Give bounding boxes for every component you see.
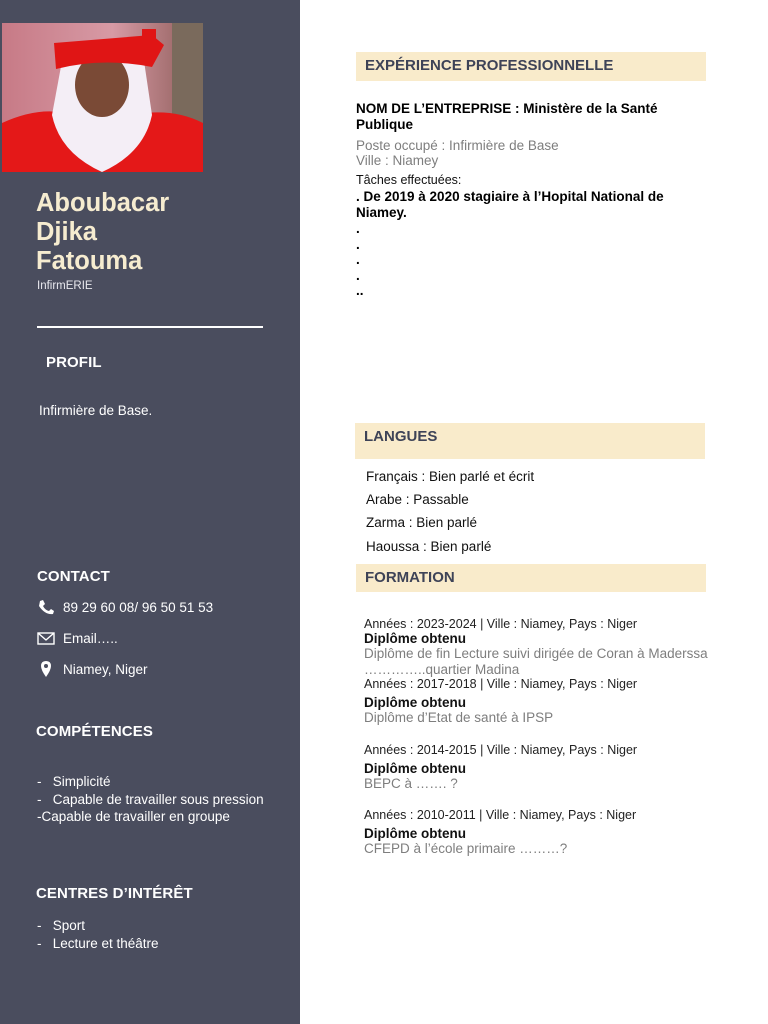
formation-meta: Années : 2014-2015 | Ville : Niamey, Pays : Niger: [364, 743, 638, 757]
email-text[interactable]: Email…..: [63, 630, 118, 646]
profil-text: Infirmière de Base.: [39, 403, 153, 418]
task-bullets: . . . . ..: [356, 221, 364, 298]
formation-meta: Années : 2010-2011 | Ville : Niamey, Pays : Niger: [364, 808, 637, 822]
langue-item: Haoussa : Bien parlé: [366, 539, 492, 554]
formation-entry: [364, 743, 744, 792]
job-subtitle: InfirmERIE: [37, 280, 93, 292]
skill-item: -Capable de travailler en groupe: [37, 809, 230, 824]
diploma-label: Diplôme obtenu: [364, 631, 466, 646]
contact-heading: CONTACT: [37, 568, 110, 585]
profil-heading: PROFIL: [46, 354, 102, 371]
interets-heading: CENTRES D’INTÉRÊT: [36, 885, 193, 902]
interests-list: [37, 917, 159, 952]
skill-item: - Capable de travailler sous pression: [37, 791, 264, 807]
formation-meta: Années : 2023-2024 | Ville : Niamey, Pays : Niger: [364, 617, 638, 631]
name-line-1: Aboubacar: [36, 189, 170, 217]
formation-meta: Années : 2017-2018 | Ville : Niamey, Pays : Niger: [364, 677, 638, 691]
contact-phone: [37, 599, 213, 615]
profile-photo: [2, 23, 203, 172]
location-pin-icon: [37, 661, 57, 677]
envelope-icon: [37, 630, 57, 646]
skills-list: [37, 773, 264, 826]
experience-heading: EXPÉRIENCE PROFESSIONNELLE: [356, 52, 706, 81]
taches-text: . De 2019 à 2020 stagiaire à l’Hopital National de Niamey.: [356, 189, 664, 220]
competences-heading: COMPÉTENCES: [36, 723, 153, 740]
interest-item: - Lecture et théâtre: [37, 935, 159, 951]
langues-heading: LANGUES: [355, 423, 705, 459]
formation-entry: [364, 808, 744, 857]
diploma-label: Diplôme obtenu: [364, 695, 466, 710]
diploma-desc: Diplôme d’Etat de santé à IPSP: [364, 710, 554, 725]
formation-entry: [364, 677, 744, 726]
contact-email: [37, 630, 118, 646]
diploma-label: Diplôme obtenu: [364, 826, 466, 841]
phone-icon: [37, 599, 57, 615]
diploma-desc: CFEPD à l’école primaire ………?: [364, 841, 568, 856]
diploma-desc: Diplôme de fin Lecture suivi dirigée de Coran à Maderssa …………..quartier Madina: [364, 646, 708, 677]
sidebar: [0, 0, 300, 1024]
langue-item: Zarma : Bien parlé: [366, 515, 478, 530]
langue-item: Arabe : Passable: [366, 492, 469, 507]
phone-number: 89 29 60 08/ 96 50 51 53: [63, 599, 214, 615]
company-name: NOM DE L’ENTREPRISE : Ministère de la Santé Publique: [356, 101, 658, 132]
skill-item: - Simplicité: [37, 774, 111, 789]
full-name: [36, 189, 276, 276]
langue-item: Français : Bien parlé et écrit: [366, 469, 535, 484]
contact-location: [37, 661, 148, 677]
taches-label: Tâches effectuées:: [356, 173, 462, 187]
formation-entry: [364, 617, 744, 677]
divider: [37, 326, 263, 328]
name-line-3: Fatouma: [36, 247, 143, 275]
formation-heading: FORMATION: [356, 564, 706, 592]
name-line-2: Djika: [36, 218, 97, 246]
diploma-desc: BEPC à ……. ?: [364, 776, 458, 791]
interest-item: - Sport: [37, 918, 86, 933]
ville: Ville : Niamey: [356, 153, 439, 168]
poste-occupe: Poste occupé : Infirmière de Base: [356, 138, 559, 153]
location-text: Niamey, Niger: [63, 661, 148, 677]
diploma-label: Diplôme obtenu: [364, 761, 466, 776]
